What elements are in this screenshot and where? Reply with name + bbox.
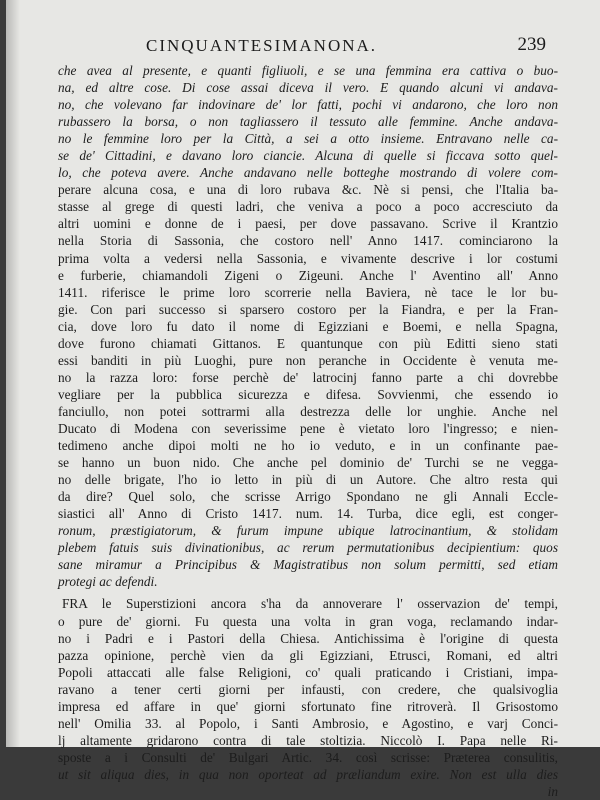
text-line: se hanno un buon nido. Che anche pel dominio de' Turchi se ne vegga- [58, 455, 558, 471]
text-line: impresa ed affare in que' giorni sfortunato fine ritroverà. Il Grisostomo [58, 698, 558, 714]
text-line: protegi ac defendi. [58, 574, 158, 590]
text-line: plebem fatuis suis divinationibus, ac rerum permutationibus decipientium: quos [58, 540, 558, 556]
text-line: dove furono chiamati Gittanos. E quantunque con più Editti sieno stati [58, 335, 558, 351]
text-line: da dire? Quel solo, che scrisse Arrigo Spondano ne gli Annali Eccle- [58, 489, 558, 505]
running-title: CINQUANTESIMANONA. [146, 36, 378, 55]
text-line: no, che volevano far indovinare de' lor fatti, pochi vi andarono, che loro non [58, 97, 558, 113]
text-line: no le femmine loro per la Città, a sei a otto insieme. Entravano nelle ca- [58, 131, 558, 147]
text-line: altri uomini e donne de i paesi, per dove passavano. Scrive il Krantzio [58, 216, 558, 232]
text-line: ut sit aliqua dies, in qua non oporteat ad præliandum exire. Non est ulla dies [58, 766, 558, 782]
text-line: se de' Cittadini, e davano loro ciancie. Alcuna di quelle si ficcava sotto quel- [58, 148, 558, 164]
text-line: ravano a tener certi giorni per infausti, con credere, che qualsivoglia [58, 681, 558, 697]
text-line: pazza opinione, perchè vien da gli Egizziani, Etrusci, Romani, ed altri [58, 647, 558, 663]
text-line: cia, dove loro fu dato il nome di Egizziani e Boemi, e nella Spagna, [58, 318, 558, 334]
text-line: fanciullo, non potei sottrarmi alla destrezza delle lor unghie. Anche nel [58, 403, 558, 419]
text-line: lo, che poteva avere. Anche andavano nelle botteghe mostrando di volere com- [58, 165, 558, 181]
text-line: Popoli attaccati alle false Religioni, co' quali praticando i Cristiani, impa- [58, 664, 558, 680]
text-line: sposte a i Consulti de' Bulgari Artic. 34. così scrisse: Præterea consulitis, [58, 749, 558, 765]
catchword: in [547, 783, 558, 799]
text-line: nella Storia di Sassonia, che costoro nell' Anno 1417. cominciarono la [58, 233, 558, 249]
text-line: no i Padri e i Pastori della Chiesa. Antichissima è l'origine di questa [58, 630, 558, 646]
text-line: che avea al presente, e quanti figliuoli, e se una femmina era cattiva o buo- [58, 63, 558, 78]
body-text [58, 62, 558, 800]
text-line: siastici all' Anno di Cristo 1417. num. 14. Turba, dice egli, est conger- [58, 506, 558, 522]
text-line: tedimeno anche dipoi molti ne ho io veduto, e in un confinante pae- [58, 438, 558, 454]
text-line: gie. Con pari successo si sparsero costoro per la Fiandra, e per la Fran- [58, 301, 558, 317]
text-line: no la razza loro: forse perchè de' latrocinj fanno parte a chi dovrebbe [58, 369, 558, 385]
text-line: FRA le Superstizioni ancora s'ha da annoverare l' osservazion de' tempi, [62, 596, 558, 612]
text-line: vegliare per la pubblica sicurezza e difesa. Sovvienmi, che essendo io [58, 386, 558, 402]
text-line: essi banditi in più Luoghi, pure non peranche in Occidente è venuta me- [58, 352, 558, 368]
page-number: 239 [517, 34, 546, 55]
text-line: 1411. riferisce le prime loro scorrerie nella Baviera, nè tace le lor bu- [58, 284, 558, 300]
text-line: stasse al grege di questi ladri, che veniva a poco a poco accresciuto da [58, 199, 558, 215]
text-line: o pure de' giorni. Fu questa una volta in gran voga, reclamando indar- [58, 613, 558, 629]
text-line: e furberie, chiamandoli Zigeni o Zigeuni. Anche l' Aventino all' Anno [58, 267, 558, 283]
text-line: rubassero la borsa, o non tagliassero il tessuto alle femmine. Anche andava- [58, 114, 558, 130]
text-line: sane miramur a Principibus & Magistratibus non solum permitti, sed etiam [58, 557, 558, 573]
text-line: Ducato di Modena con severissime pene è vietato loro l'ingresso; e nien- [58, 420, 558, 436]
text-line: lj altamente gridarono contra di tale stoltizia. Niccolò I. Papa nelle Ri- [58, 732, 558, 748]
text-line: perare alcuna cosa, e una di loro rubava &c. Nè si pensi, che l'Italia ba- [58, 182, 558, 198]
text-line: nell' Omilia 33. al Popolo, i Santi Ambrosio, e Agostino, e varj Conci- [58, 715, 558, 731]
text-line: prima volta a vedersi nella Sassonia, e vivamente descrive i lor costumi [58, 250, 558, 266]
page-header [146, 36, 546, 58]
book-page [6, 0, 600, 799]
text-line: no delle brigate, l'ho io letto in più di un Autore. Che altro resta qui [58, 472, 558, 488]
text-line: na, ed altre cose. Di cose assai diceva il vero. E quando alcuni vi andava- [58, 80, 558, 96]
text-line: ronum, præstigiatorum, & furum impune ubique latrocinantium, & stolidam [58, 523, 558, 539]
